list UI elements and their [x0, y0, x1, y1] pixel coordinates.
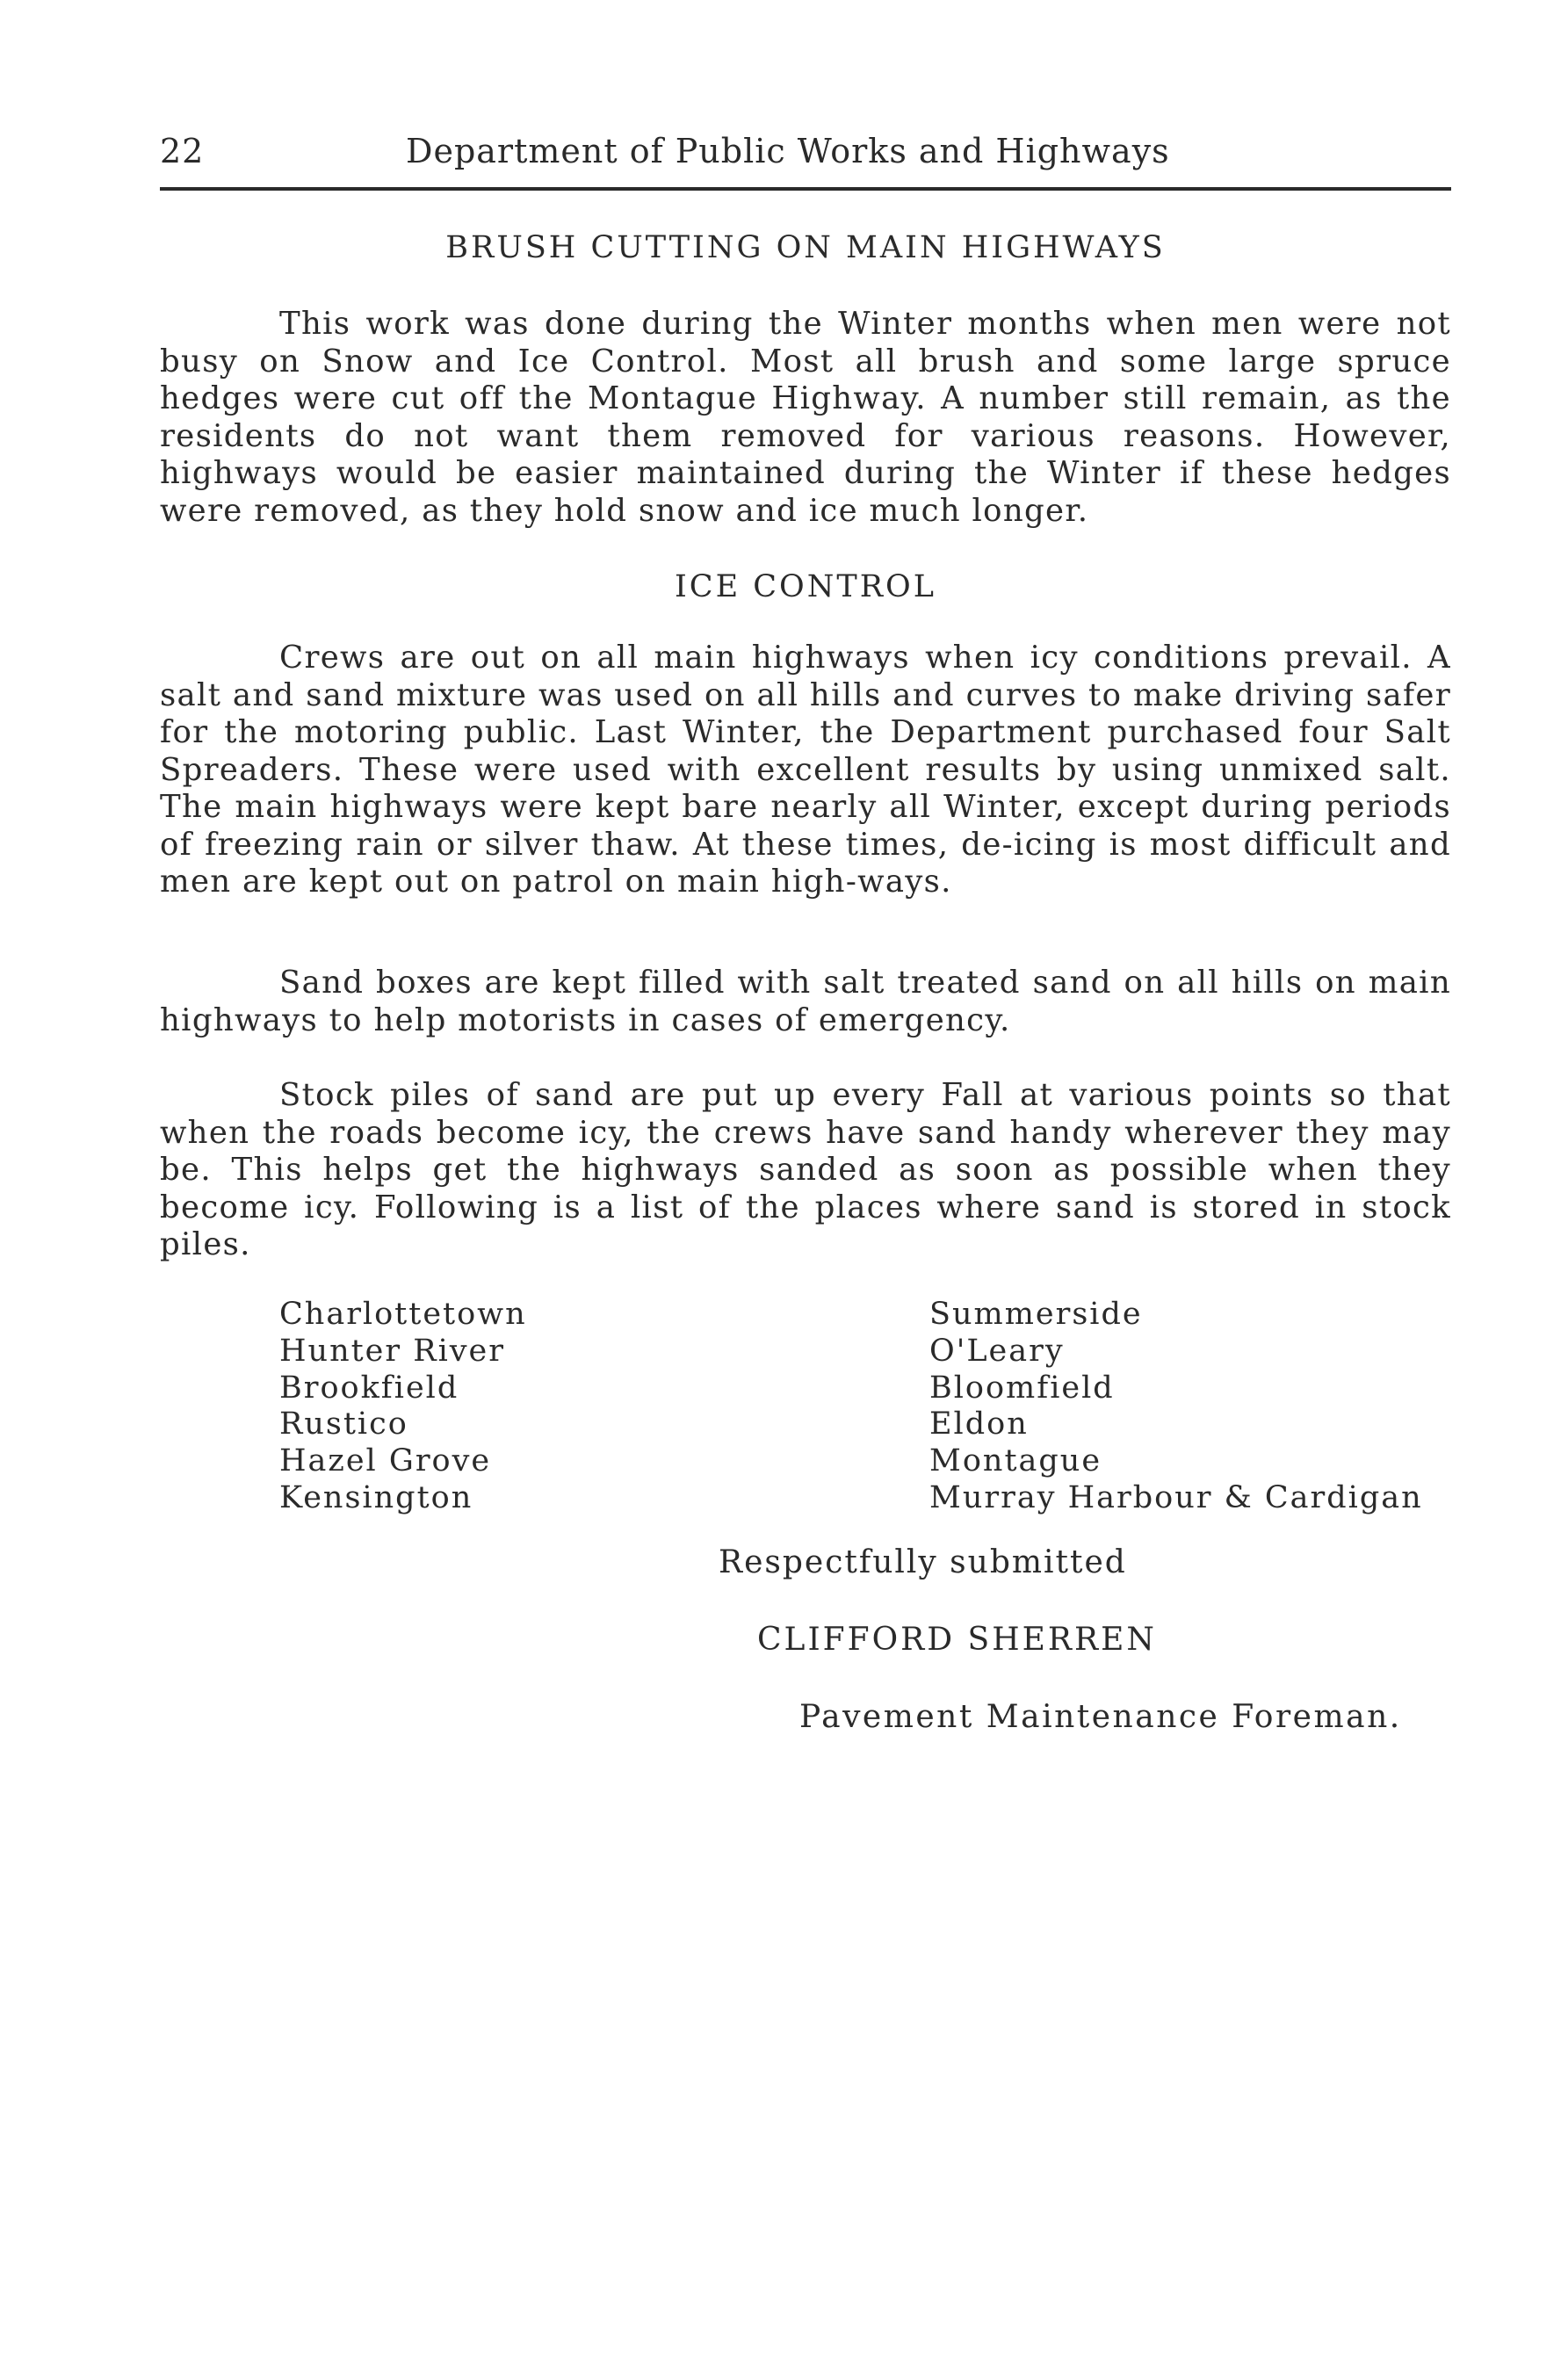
place-item: Eldon: [929, 1406, 1029, 1442]
place-item: Rustico: [279, 1406, 408, 1442]
signatory-name: CLIFFORD SHERREN: [757, 1622, 1157, 1658]
running-title: Department of Public Works and Highways: [406, 132, 1170, 170]
place-item: Charlottetown: [279, 1297, 527, 1332]
closing-respectfully: Respectfully submitted: [719, 1544, 1127, 1580]
places-column-right: [929, 1297, 1423, 1517]
places-column-left: [279, 1297, 527, 1517]
paragraph-ice-control-crews: Crews are out on all main highways when icy conditions prevail. A salt and sand mixture was used on all hills and curves to make driving safer for the motoring public. Last Winter, the Department purchased four Salt Spreaders. These were used with excellent results by using unmixed salt. The main highways were kept bare nearly all Winter, except during periods of freezing rain or silver thaw. At these times, de-icing is most difficult and men are kept out on patrol on main high-ways.: [160, 640, 1451, 900]
stock-pile-places-list: [279, 1297, 1451, 1534]
place-item: Hunter River: [279, 1333, 506, 1369]
place-item: O'Leary: [929, 1333, 1065, 1369]
section-heading-brush-cutting: BRUSH CUTTING ON MAIN HIGHWAYS: [445, 230, 1166, 265]
place-item: Murray Harbour & Cardigan: [929, 1479, 1423, 1515]
section-heading-ice-control: ICE CONTROL: [674, 569, 936, 604]
page-number: 22: [160, 132, 205, 170]
signatory-title: Pavement Maintenance Foreman.: [799, 1699, 1402, 1735]
place-item: Bloomfield: [929, 1370, 1115, 1406]
header-rule: [160, 187, 1451, 191]
paragraph-sand-boxes: Sand boxes are kept filled with salt treated sand on all hills on main highways to help motorists in cases of emergency.: [160, 965, 1451, 1038]
place-item: Brookfield: [279, 1370, 459, 1406]
place-item: Montague: [929, 1443, 1102, 1479]
running-head: [160, 123, 1451, 176]
place-item: Summerside: [929, 1297, 1143, 1332]
paragraph-brush-cutting: This work was done during the Winter months when men were not busy on Snow and Ice Control. Most all brush and some large spruce hedges were cut off the Montague Highway. A number still remain, as the residents do not want them removed for various reasons. However, highways would be easier maintained during the Winter if these hedges were removed, as they hold snow and ice much longer.: [160, 306, 1451, 529]
paragraph-stock-piles: Stock piles of sand are put up every Fall at various points so that when the roads become icy, the crews have sand handy wherever they may be. This helps get the highways sanded as soon as possible when they become icy. Following is a list of the places where sand is stored in stock piles.: [160, 1077, 1451, 1262]
place-item: Kensington: [279, 1479, 473, 1515]
place-item: Hazel Grove: [279, 1443, 492, 1479]
